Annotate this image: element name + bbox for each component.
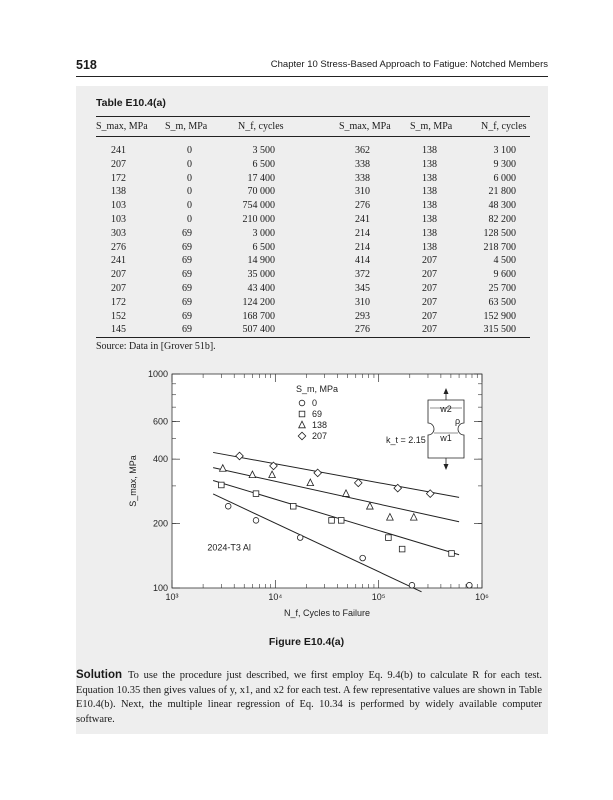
legend-entry: 0 <box>312 398 318 408</box>
data-point <box>409 582 415 588</box>
table-cell: 3 500 <box>252 145 275 156</box>
material-annotation: 2024-T3 Al <box>207 542 251 553</box>
table-cell: 124 200 <box>242 296 275 308</box>
table-cell: 9 300 <box>493 158 516 170</box>
data-point <box>219 482 225 488</box>
sn-chart <box>96 364 516 626</box>
legend-title: S_m, MPa <box>296 384 339 394</box>
page-number: 518 <box>76 58 97 72</box>
table-cell: 0 <box>187 214 192 225</box>
table-cell: 338 <box>355 158 370 170</box>
table-column-header: S_max, MPa <box>96 121 148 132</box>
y-tick-label: 100 <box>152 583 168 593</box>
table-cell: 103 <box>111 214 126 225</box>
table-cell: 241 <box>111 255 126 267</box>
table-cell: 3 000 <box>252 227 275 239</box>
table-cell: 207 <box>422 283 437 294</box>
w2-label: w2 <box>440 404 452 414</box>
data-point <box>290 503 296 509</box>
table-cell: 507 400 <box>242 324 275 336</box>
data-point <box>360 555 366 561</box>
table-top-rule <box>96 116 530 117</box>
data-point <box>329 518 335 524</box>
table-cell: 0 <box>187 186 192 198</box>
data-point <box>449 551 455 557</box>
table-cell: 0 <box>187 145 192 156</box>
w1-label: w1 <box>440 433 452 443</box>
table-cell: 69 <box>182 255 192 267</box>
table-cell: 152 900 <box>483 310 516 322</box>
table-cell: 168 700 <box>242 310 275 322</box>
legend-marker <box>299 400 305 406</box>
table-cell: 276 <box>355 200 370 212</box>
table-source: Source: Data in [Grover 51b]. <box>96 341 216 352</box>
y-tick-label: 200 <box>152 518 168 529</box>
page-header <box>76 58 548 77</box>
table-cell: 43 400 <box>247 283 275 294</box>
x-tick-label: 10⁵ <box>371 592 386 602</box>
table-cell: 241 <box>111 145 126 156</box>
legend-entry: 69 <box>312 409 323 419</box>
table-cell: 207 <box>111 283 126 294</box>
table-cell: 3 100 <box>493 145 516 156</box>
x-tick-label: 10³ <box>165 592 179 602</box>
table-cell: 315 500 <box>483 324 516 336</box>
table-column-header: S_m, MPa <box>410 121 453 132</box>
table-cell: 138 <box>422 214 437 225</box>
table-cell: 138 <box>422 227 437 239</box>
data-point <box>467 582 473 588</box>
x-tick-label: 10⁴ <box>268 592 283 602</box>
table-cell: 241 <box>355 214 370 225</box>
table-cell: 207 <box>111 158 126 170</box>
table-cell: 35 000 <box>247 269 275 281</box>
x-tick-label: 10⁶ <box>475 592 489 602</box>
table-cell: 372 <box>355 269 370 281</box>
table-cell: 414 <box>355 255 370 267</box>
data-point <box>297 535 303 541</box>
table-cell: 338 <box>355 172 370 184</box>
table-cell: 69 <box>182 324 192 336</box>
table-cell: 207 <box>422 269 437 281</box>
kt-annotation: k_t = 2.15 <box>386 435 426 445</box>
y-axis-label: S_max, MPa <box>128 455 138 507</box>
table-cell: 138 <box>422 186 437 198</box>
legend-entry: 207 <box>312 431 328 441</box>
table-cell: 6 000 <box>493 172 516 184</box>
table-cell: 138 <box>422 241 437 253</box>
data-point <box>338 518 344 524</box>
data-point <box>253 518 259 524</box>
table-title: Table E10.4(a) <box>96 97 166 109</box>
table-cell: 138 <box>111 186 126 198</box>
table-cell: 128 500 <box>483 227 516 239</box>
table-cell: 138 <box>422 172 437 184</box>
table-column-header: S_max, MPa <box>339 121 391 132</box>
table-cell: 138 <box>422 158 437 170</box>
table-cell: 21 800 <box>488 186 516 198</box>
table-cell: 4 500 <box>493 255 516 267</box>
data-point <box>399 546 405 552</box>
table-cell: 214 <box>355 241 370 253</box>
table-cell: 69 <box>182 283 192 294</box>
table-header-rule <box>96 136 530 137</box>
table-cell: 293 <box>355 310 370 322</box>
table-cell: 210 000 <box>242 214 275 225</box>
table-cell: 152 <box>111 310 126 322</box>
y-tick-label: 1000 <box>147 369 168 379</box>
table-cell: 362 <box>355 145 370 156</box>
table-column-header: S_m, MPa <box>165 121 208 132</box>
table-column-header: N_f, cycles <box>238 121 284 132</box>
legend-entry: 138 <box>312 420 328 430</box>
chapter-title: Chapter 10 Stress-Based Approach to Fatigue: Notched Members <box>270 59 548 70</box>
table-cell: 70 000 <box>247 186 275 198</box>
figure-caption: Figure E10.4(a) <box>268 636 345 648</box>
data-point <box>225 503 231 509</box>
table-bottom-rule <box>96 337 530 338</box>
table-cell: 69 <box>182 241 192 253</box>
table-cell: 276 <box>111 241 126 253</box>
table-cell: 69 <box>182 310 192 322</box>
data-point <box>253 491 259 497</box>
rho-label: ρ <box>455 416 461 426</box>
table-cell: 103 <box>111 200 126 212</box>
table-cell: 207 <box>422 296 437 308</box>
table-cell: 303 <box>111 227 126 239</box>
table-cell: 17 400 <box>247 172 275 184</box>
table-cell: 310 <box>355 296 370 308</box>
solution-text: To use the procedure just described, we first employ Eq. 9.4(b) to calculate R for each test. Equation 10.35 then gives values of y, x1, and x2 for each test. A few representative values are shown in Table E10.4(b). Next, the multiple linear regression of Eq. 10.34 is performed by widely available computer software. <box>76 670 542 725</box>
table-cell: 69 <box>182 269 192 281</box>
y-tick-label: 600 <box>152 416 168 427</box>
table-cell: 754 000 <box>242 200 275 212</box>
table-cell: 0 <box>187 200 192 212</box>
table-cell: 82 200 <box>488 214 516 225</box>
y-tick-label: 400 <box>152 454 168 465</box>
table-cell: 138 <box>422 145 437 156</box>
table-cell: 6 500 <box>252 158 275 170</box>
legend-marker <box>299 411 305 417</box>
table-cell: 218 700 <box>483 241 516 253</box>
table-cell: 145 <box>111 324 126 336</box>
table-cell: 63 500 <box>488 296 516 308</box>
table-cell: 25 700 <box>488 283 516 294</box>
table-column-header: N_f, cycles <box>481 121 527 132</box>
table-cell: 9 600 <box>493 269 516 281</box>
table-cell: 6 500 <box>252 241 275 253</box>
data-point <box>386 535 392 541</box>
table-cell: 0 <box>187 172 192 184</box>
table-cell: 138 <box>422 200 437 212</box>
solution-paragraph <box>76 668 542 727</box>
table-cell: 172 <box>111 172 126 184</box>
solution-heading: Solution <box>76 669 122 681</box>
table-cell: 0 <box>187 158 192 170</box>
table-cell: 48 300 <box>488 200 516 212</box>
table-cell: 207 <box>422 324 437 336</box>
table-cell: 276 <box>355 324 370 336</box>
x-axis-label: N_f, Cycles to Failure <box>283 608 371 618</box>
table-cell: 207 <box>422 310 437 322</box>
table-cell: 345 <box>355 283 370 294</box>
table-cell: 69 <box>182 296 192 308</box>
table-cell: 207 <box>422 255 437 267</box>
table-cell: 310 <box>355 186 370 198</box>
table-cell: 207 <box>111 269 126 281</box>
table-cell: 172 <box>111 296 126 308</box>
table-cell: 214 <box>355 227 370 239</box>
table-cell: 14 900 <box>247 255 275 267</box>
table-cell: 69 <box>182 227 192 239</box>
